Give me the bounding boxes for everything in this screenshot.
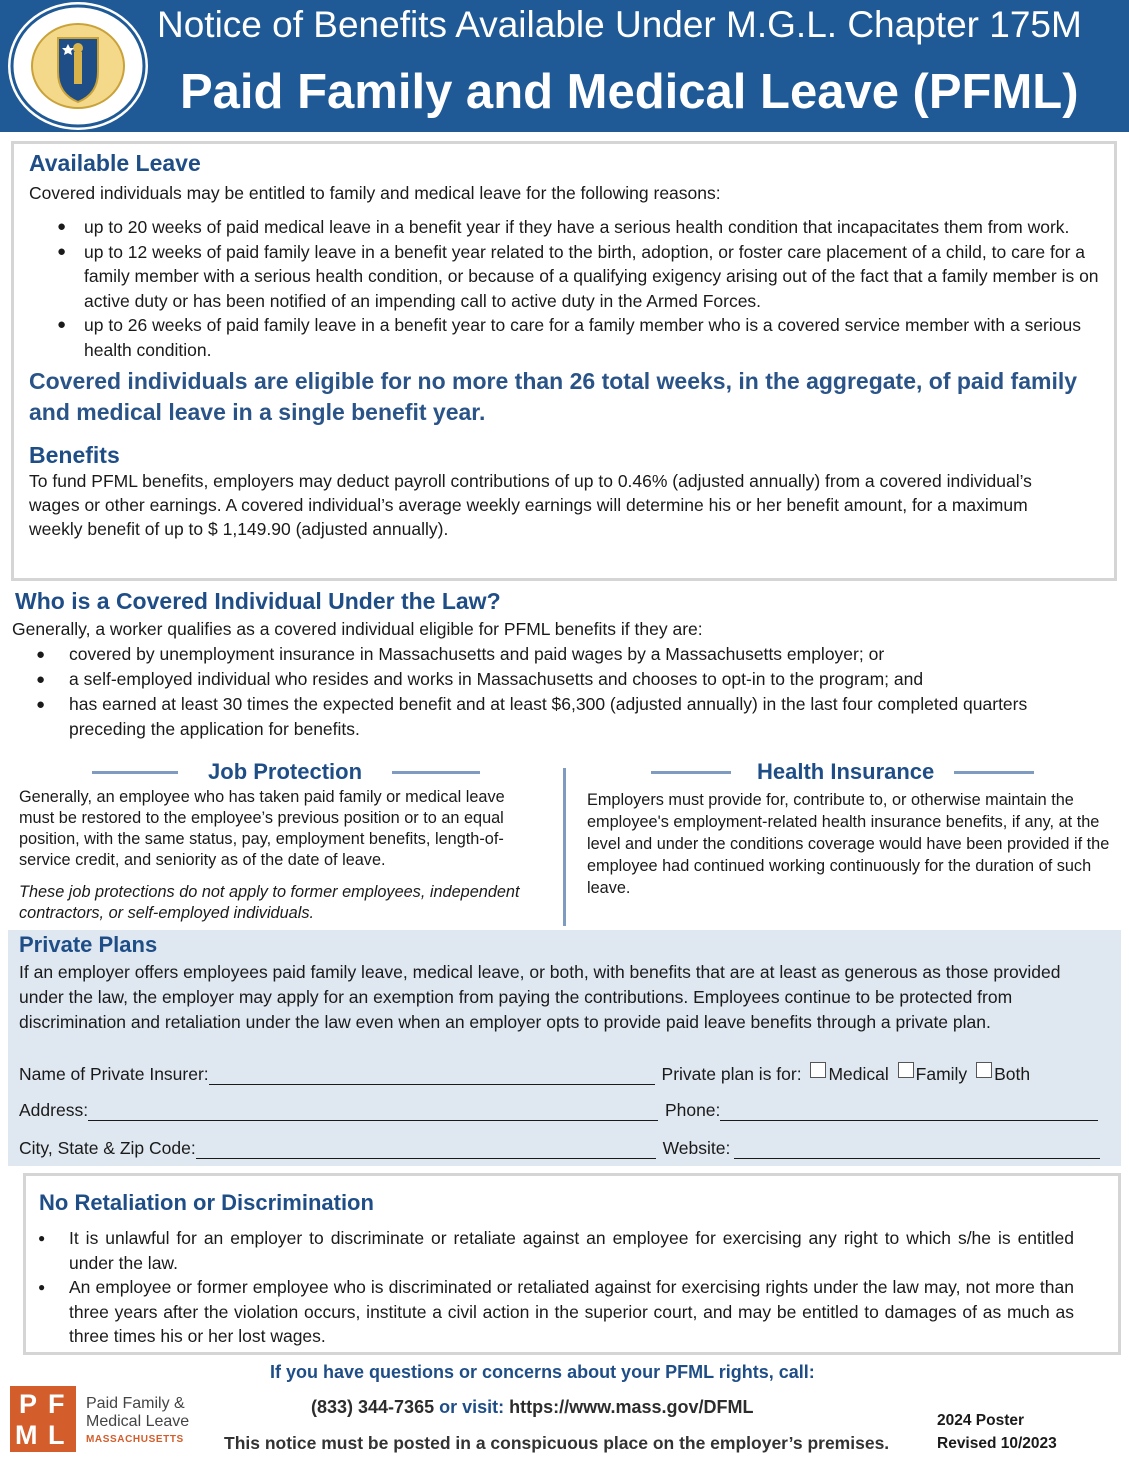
phone-label: Phone: xyxy=(664,1100,721,1120)
available-leave-title: Available Leave xyxy=(29,150,201,176)
website-label: Website: xyxy=(662,1138,731,1158)
available-leave-box xyxy=(11,141,1117,581)
both-option-label: Both xyxy=(994,1064,1031,1084)
logo-letter: M xyxy=(15,1420,38,1450)
logo-letter: P xyxy=(19,1389,38,1419)
or-visit-label: or visit: xyxy=(439,1397,505,1417)
phone-number[interactable]: (833) 344-7365 xyxy=(311,1397,435,1417)
city-state-zip-field[interactable] xyxy=(196,1140,656,1159)
address-row xyxy=(19,1100,1119,1121)
available-leave-intro: Covered individuals may be entitled to family and medical leave for the following reasons: xyxy=(29,183,721,203)
family-option-label: Family xyxy=(915,1064,968,1084)
covered-individual-section xyxy=(12,588,1112,742)
logo-letter: L xyxy=(48,1420,65,1450)
plan-for-label: Private plan is for: xyxy=(661,1064,802,1084)
posting-notice: This notice must be posted in a conspicuous place on the employer’s premises. xyxy=(224,1433,890,1453)
divider xyxy=(954,771,1034,774)
aggregate-callout: Covered individuals are eligible for no more than 26 total weeks, in the aggregate, of paid family and medical leave in a single benefit year. xyxy=(29,368,1078,425)
divider xyxy=(392,771,480,774)
list-item: ● covered by unemployment insurance in Massachusetts and paid wages by a Massachusetts employer; or xyxy=(36,644,885,664)
poster-year: 2024 Poster xyxy=(937,1412,1025,1429)
private-plans-text: If an employer offers employees paid family leave, medical leave, or both, with benefits that are at least as generous as those provided under the law, the employer may apply for an exemption from paying the contributions. Employees continue to be protected from discrimination and retaliation under the law even when an employer opts to provide paid leave benefits through a private plan. xyxy=(19,962,1061,1032)
insurer-label: Name of Private Insurer: xyxy=(19,1064,209,1084)
phone-field[interactable] xyxy=(720,1102,1098,1121)
list-item: ● An employee or former employee who is discriminated or retaliated against for exercising rights under the law may, not more than three years after the violation occurs, institute a civil action in the superior court, and may be entitled to damages of as much as three times his or her lost wages. xyxy=(38,1277,1074,1346)
divider xyxy=(92,771,178,774)
pfml-logo-text xyxy=(86,1395,189,1449)
medical-checkbox[interactable] xyxy=(810,1062,826,1078)
list-item: ● up to 12 weeks of paid family leave in a benefit year related to the birth, adoption, or foster care placement of a child, to care for a family member with a serious health condition, or because of a qualifying exigency arising out of the fact that a family member is on active duty or has been notified of an impending call to active duty in the Armed Forces. xyxy=(57,241,1099,311)
job-protection-text: Generally, an employee who has taken paid family or medical leave must be restored to the employee’s previous position or to an equal position, with the same status, pay, employment benefits, length-of-service credit, and seniority as of the date of leave. xyxy=(19,788,505,869)
no-retaliation-box xyxy=(23,1173,1121,1355)
private-plans-section xyxy=(8,930,1121,1166)
city-row xyxy=(19,1138,1119,1159)
list-item: ● It is unlawful for an employer to discriminate or retaliate against an employee for exercising any right to which s/he is entitled under the law. xyxy=(38,1228,1074,1273)
health-insurance-title: Health Insurance xyxy=(757,759,935,784)
column-divider xyxy=(563,768,566,926)
covered-title: Who is a Covered Individual Under the Law? xyxy=(15,588,501,614)
header-title-line1: Notice of Benefits Available Under M.G.L. Chapter 175M xyxy=(157,4,1082,45)
header-banner xyxy=(0,0,1129,132)
job-protection-note: These job protections do not apply to former employees, independent contractors, or self-employed individuals. xyxy=(19,883,520,922)
dfml-website-link[interactable]: https://www.mass.gov/DFML xyxy=(509,1397,754,1417)
website-field[interactable] xyxy=(734,1140,1100,1159)
job-protection-title: Job Protection xyxy=(208,759,363,784)
private-plans-title: Private Plans xyxy=(19,932,158,957)
list-item: ● up to 26 weeks of paid family leave in a benefit year to care for a family member who is a covered service member with a serious health condition. xyxy=(57,315,1081,360)
list-item: ● a self-employed individual who resides and works in Massachusetts and chooses to opt-in to the program; and xyxy=(36,669,924,689)
health-insurance-heading xyxy=(651,759,1039,785)
both-checkbox[interactable] xyxy=(976,1062,992,1078)
health-insurance-text: Employers must provide for, contribute to, or otherwise maintain the employee's employment-related health insurance benefits, if any, at the level and under the conditions coverage would have been provided if the employee had continued working continuously for the duration of such leave. xyxy=(587,791,1110,897)
revised-date: Revised 10/2023 xyxy=(937,1435,1057,1452)
list-item: ● up to 20 weeks of paid medical leave in a benefit year if they have a serious health condition that incapacitates them from work. xyxy=(57,217,1070,237)
medical-option-label: Medical xyxy=(828,1064,889,1084)
covered-list xyxy=(12,642,1104,742)
benefits-text: To fund PFML benefits, employers may deduct payroll contributions of up to 0.46% (adjusted annually) from a covered individual’s wages or other earnings. A covered individual’s average weekly earnings will determine his or her benefit amount, for a maximum weekly benefit of up to $ 1,149.90 (adjusted annually). xyxy=(29,471,1032,539)
available-leave-list xyxy=(29,215,1104,362)
no-retaliation-list xyxy=(39,1226,1074,1349)
benefits-title: Benefits xyxy=(29,442,120,468)
massachusetts-seal-icon xyxy=(8,2,148,130)
health-insurance-body xyxy=(587,789,1112,899)
family-checkbox[interactable] xyxy=(898,1062,914,1078)
logo-line2: Medical Leave xyxy=(86,1413,190,1430)
covered-intro: Generally, a worker qualifies as a covered individual eligible for PFML benefits if they are: xyxy=(12,619,703,639)
footer-question: If you have questions or concerns about your PFML rights, call: xyxy=(270,1362,815,1382)
insurer-field[interactable] xyxy=(209,1066,655,1085)
city-label: City, State & Zip Code: xyxy=(19,1138,196,1158)
job-protection-heading xyxy=(92,759,480,785)
header-title-line2: Paid Family and Medical Leave (PFML) xyxy=(180,65,1079,119)
job-protection-body xyxy=(19,787,544,924)
no-retaliation-title: No Retaliation or Discrimination xyxy=(39,1190,374,1215)
divider xyxy=(651,771,731,774)
logo-state: MASSACHUSETTS xyxy=(86,1434,184,1445)
insurer-row xyxy=(19,1062,1119,1085)
address-field[interactable] xyxy=(88,1102,658,1121)
logo-letter: F xyxy=(48,1389,65,1419)
logo-line1: Paid Family & xyxy=(86,1395,185,1412)
poster-info xyxy=(937,1409,1057,1455)
list-item: ● has earned at least 30 times the expected benefit and at least $6,300 (adjusted annually) in the last four completed quarters preceding the application for benefits. xyxy=(36,694,1028,739)
address-label: Address: xyxy=(19,1100,89,1120)
footer-contact xyxy=(311,1397,754,1418)
pfml-logo xyxy=(10,1386,76,1452)
